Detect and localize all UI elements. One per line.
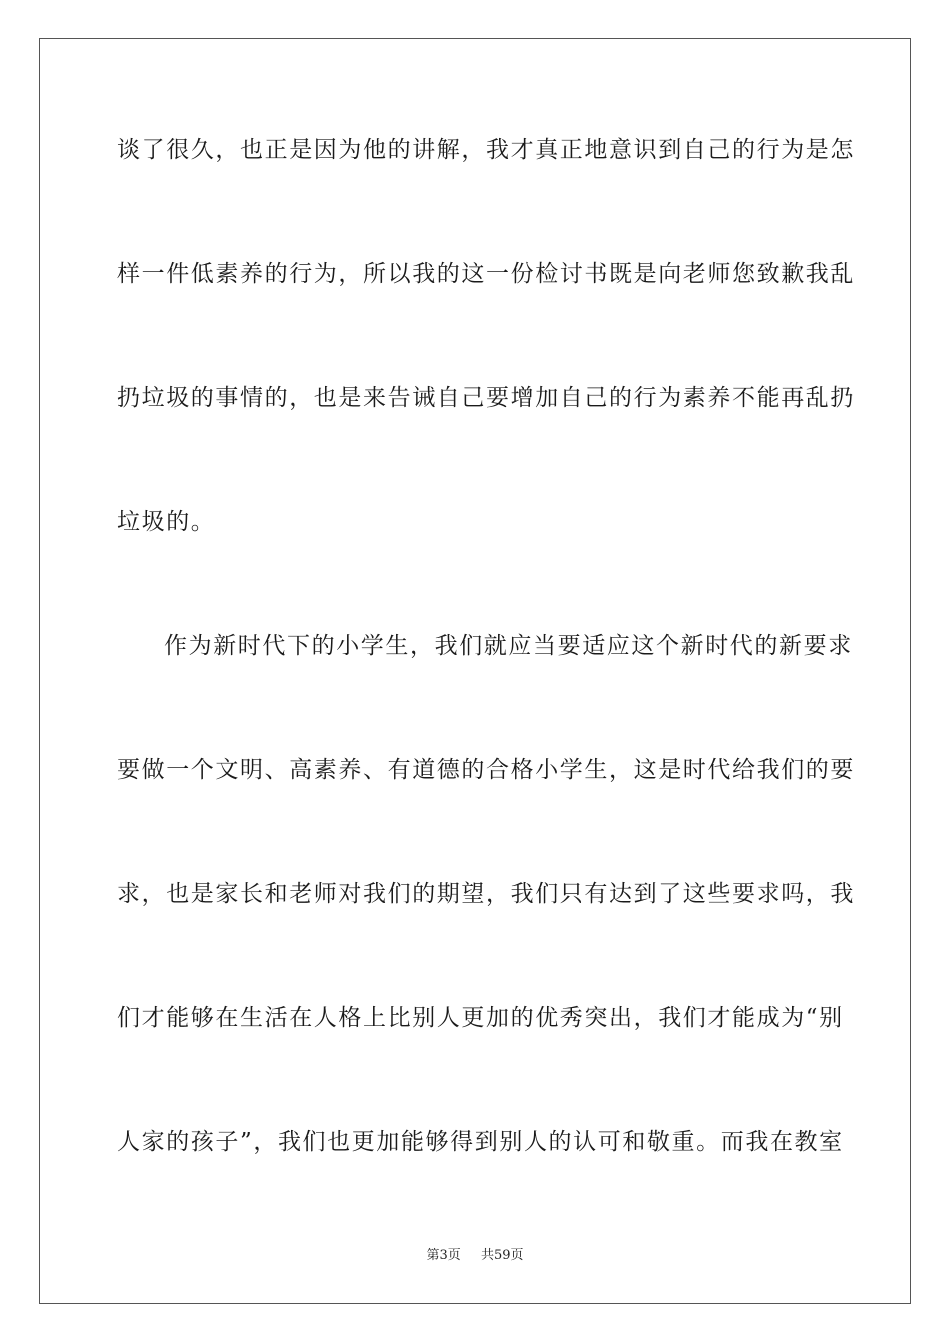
text-line: 扔垃圾的事情的，也是来告诫自己要增加自己的行为素养不能再乱扔 xyxy=(117,385,855,411)
text-line: 谈了很久，也正是因为他的讲解，我才真正地意识到自己的行为是怎 xyxy=(117,137,855,163)
page-frame xyxy=(39,38,911,1304)
page-footer xyxy=(0,1247,950,1265)
total-pages: 共59页 xyxy=(480,1248,524,1263)
paragraph-first-line: 作为新时代下的小学生，我们就应当要适应这个新时代的新要求 xyxy=(164,633,853,659)
text-line: 垃圾的。 xyxy=(117,509,216,535)
text-line: 要做一个文明、高素养、有道德的合格小学生，这是时代给我们的要 xyxy=(117,757,855,783)
page-number: 第3页 xyxy=(426,1248,461,1263)
text-line: 人家的孩子”，我们也更加能够得到别人的认可和敬重。而我在教室 xyxy=(117,1129,844,1155)
text-line: 样一件低素养的行为，所以我的这一份检讨书既是向老师您致歉我乱 xyxy=(117,261,855,287)
text-line: 求，也是家长和老师对我们的期望，我们只有达到了这些要求吗，我 xyxy=(117,881,855,907)
text-line: 们才能够在生活在人格上比别人更加的优秀突出，我们才能成为“别 xyxy=(117,1005,844,1031)
